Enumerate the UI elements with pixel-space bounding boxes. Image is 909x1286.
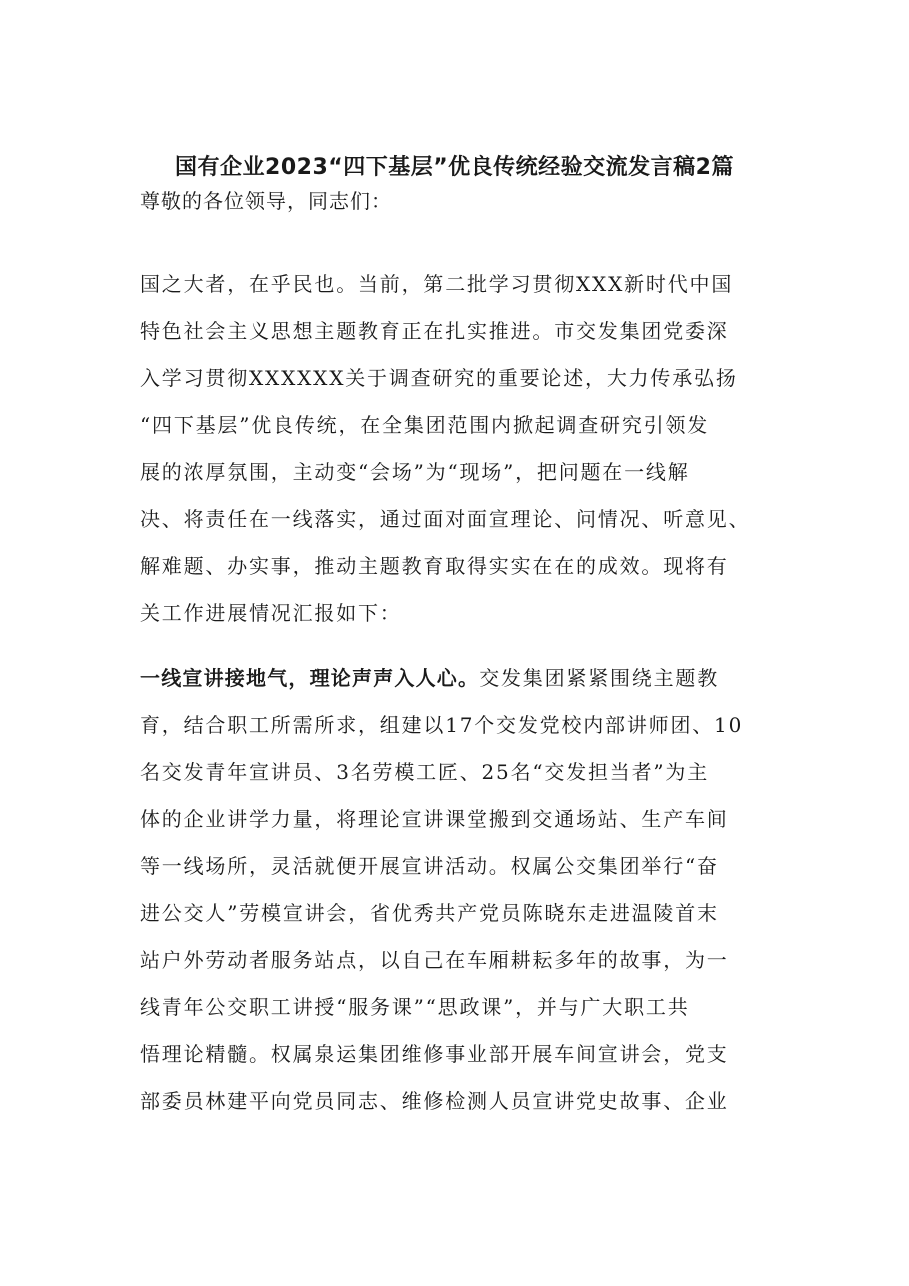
paragraph-line: 进公交人”劳模宣讲会，省优秀共产党员陈晓东走进温陵首末 <box>140 901 719 925</box>
section-heading: 一线宣讲接地气，理论声声入人心。 <box>140 666 480 690</box>
paragraph-line: 等一线场所，灵活就便开展宣讲活动。权属公交集团举行“奋 <box>140 854 719 878</box>
paragraph-section-1 <box>140 655 770 1125</box>
paragraph-line: 解难题、办实事，推动主题教育取得实实在在的成效。现将有 <box>140 554 729 578</box>
paragraph-line: 线青年公交职工讲授“服务课”“思政课”，并与广大职工共 <box>140 995 690 1019</box>
paragraph-line: 部委员林建平向党员同志、维修检测人员宣讲党史故事、企业 <box>140 1089 729 1113</box>
paragraph-line: 悟理论精髓。权属泉运集团维修事业部开展车间宣讲会，党支 <box>140 1042 729 1066</box>
paragraph-line: 特色社会主义思想主题教育正在扎实推进。市交发集团党委深 <box>140 319 729 343</box>
paragraph-line: 国之大者，在乎民也。当前，第二批学习贯彻XXX新时代中国 <box>140 272 734 296</box>
paragraph-first-line <box>140 655 770 702</box>
document-title: 国有企业2023“四下基层”优良传统经验交流发言稿2篇 <box>175 155 734 180</box>
paragraph-line-rest: 交发集团紧紧围绕主题教 <box>479 666 720 690</box>
paragraph-line: 决、将责任在一线落实，通过面对面宣理论、问情况、听意见、 <box>140 507 751 531</box>
salutation: 尊敬的各位领导，同志们： <box>140 189 392 213</box>
paragraph-line: 体的企业讲学力量，将理论宣讲课堂搬到交通场站、生产车间 <box>140 807 729 831</box>
paragraph-line: 育，结合职工所需所求，组建以17个交发党校内部讲师团、10 <box>140 713 744 737</box>
paragraph-line: 展的浓厚氛围，主动变“会场”为“现场”，把问题在一线解 <box>140 460 690 484</box>
paragraph-line: “四下基层”优良传统，在全集团范围内掀起调查研究引领发 <box>140 413 710 437</box>
paragraph-intro <box>140 261 770 637</box>
paragraph-line: 入学习贯彻XXXXXX关于调查研究的重要论述，大力传承弘扬 <box>140 366 738 390</box>
paragraph-line: 名交发青年宣讲员、3名劳模工匠、25名“交发担当者”为主 <box>140 760 710 784</box>
paragraph-line: 站户外劳动者服务站点，以自己在车厢耕耘多年的故事，为一 <box>140 948 729 972</box>
paragraph-line: 关工作进展情况汇报如下： <box>140 601 402 625</box>
